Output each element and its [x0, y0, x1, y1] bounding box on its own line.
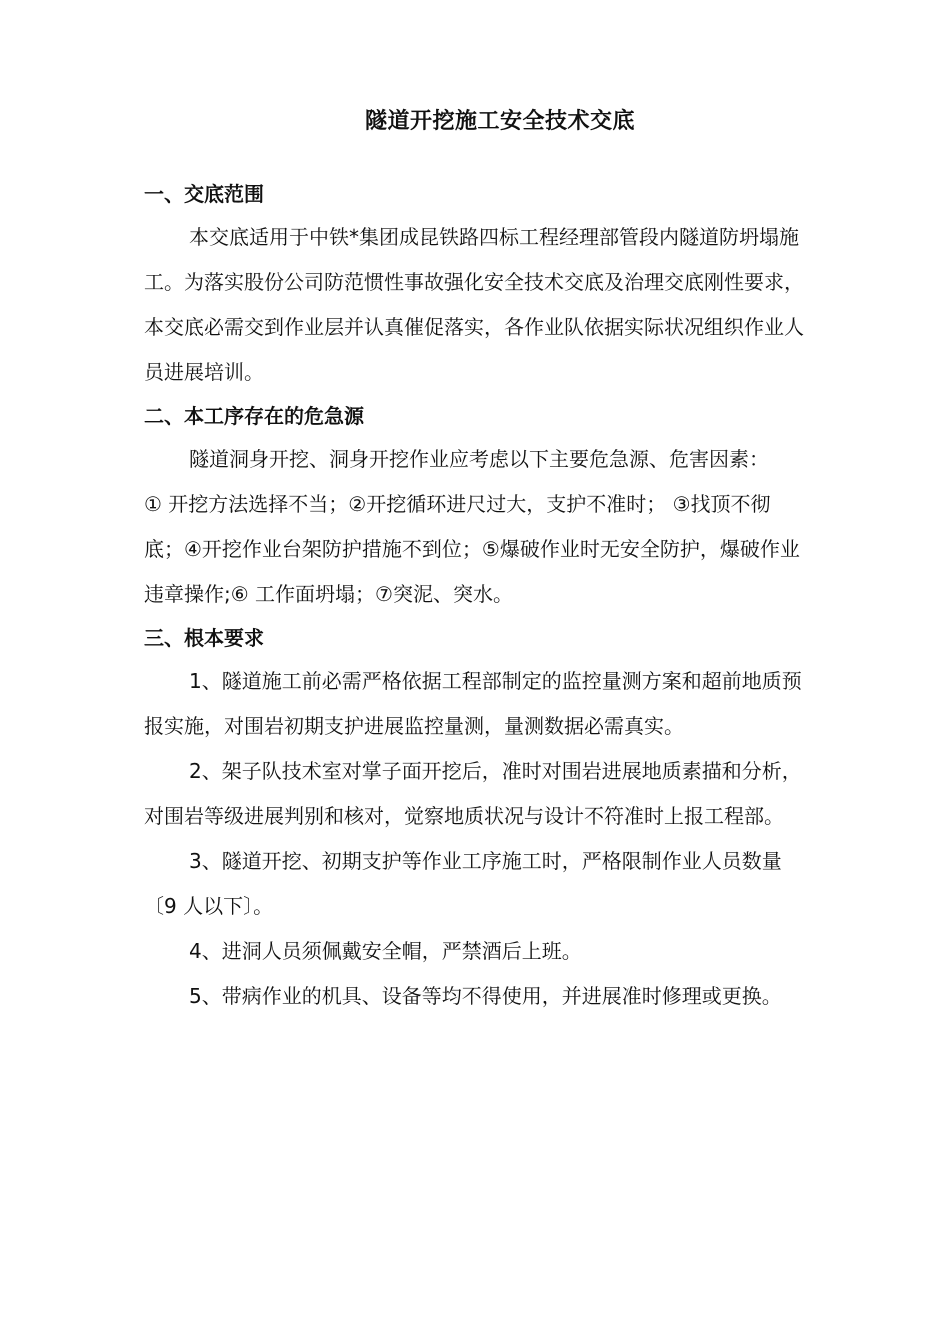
section-hazards: [144, 398, 810, 617]
section-scope: [144, 176, 810, 395]
section-paragraph: 隧道洞身开挖、洞身开挖作业应考虑以下主要危急源、危害因素：: [189, 447, 769, 471]
requirement-item: 5、带病作业的机具、设备等均不得使用，并进展准时修理或更换。: [189, 984, 782, 1008]
section-paragraph: 本交底适用于中铁*集团成昆铁路四标工程经理部管段内隧道防坍塌施工。为落实股份公司防范惯性事故强化安全技术交底及治理交底刚性要求，本交底必需交到作业层并认真催促落实，各作业队依据实际状况组织作业人员进展培训。: [144, 225, 804, 384]
document-body: [144, 176, 810, 1019]
hazard-list-paragraph: ① 开挖方法选择不当；②开挖循环进尺过大，支护不准时； ③找顶不彻底；④开挖作业台架防护措施不到位；⑤爆破作业时无安全防护，爆破作业违章操作;⑥ 工作面坍塌；⑦突泥、突水。: [144, 492, 800, 606]
section-requirements: [144, 620, 810, 1019]
section-heading-scope: 一、交底范围: [144, 182, 264, 206]
section-heading-hazards: 二、本工序存在的危急源: [144, 404, 364, 428]
requirement-item: 4、进洞人员须佩戴安全帽，严禁酒后上班。: [189, 939, 582, 963]
document-title: 隧道开挖施工安全技术交底: [364, 109, 635, 134]
requirement-item: 3、隧道开挖、初期支护等作业工序施工时，严格限制作业人员数量〔9 人以下〕。: [144, 849, 782, 918]
requirement-item: 1、隧道施工前必需严格依据工程部制定的监控量测方案和超前地质预报实施，对围岩初期支护进展监控量测，量测数据必需真实。: [144, 669, 802, 738]
requirement-item: 2、架子队技术室对掌子面开挖后，准时对围岩进展地质素描和分析，对围岩等级进展判别和核对，觉察地质状况与设计不符准时上报工程部。: [144, 759, 802, 828]
section-heading-requirements: 三、根本要求: [144, 626, 264, 650]
